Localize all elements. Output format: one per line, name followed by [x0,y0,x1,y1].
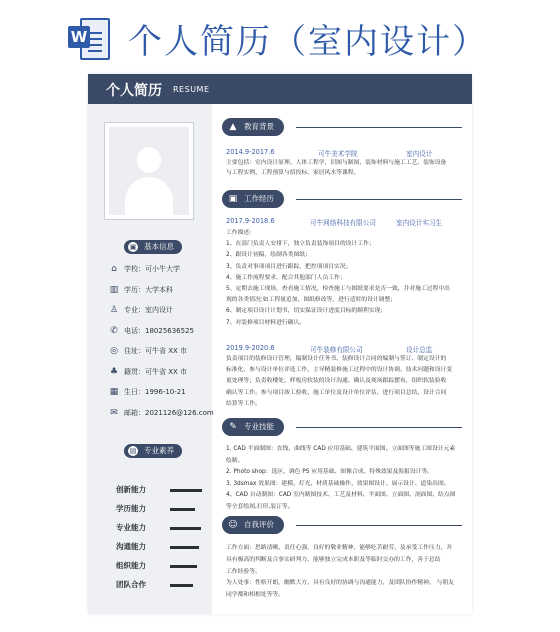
resume-subtitle: RESUME [173,85,210,94]
skill-level-bar [170,527,201,530]
skill-label: 组织能力 [116,561,146,570]
resume-title: 个人简历 [106,83,162,99]
education-major: 室内设计 [406,150,433,158]
job-date: 2019.9-2020.6 [226,344,275,352]
phone-icon: ✆ [110,325,118,336]
info-text: 生日：1996-10-21 [124,388,186,396]
job-company: 可牛装修有限公司 [310,346,363,354]
school-icon: ⌂ [111,264,117,274]
job-role: 设计总监 [406,346,433,354]
info-text: 电话：18025636525 [124,326,194,335]
info-text: 专业：室内设计 [124,306,173,314]
avatar-icon [137,147,161,173]
education-desc-line: 主要包括：室内设计原理、人体工程学、识图与制图、装饰材料与施工工艺、装饰设备 [226,160,447,166]
text-line: 2、跟设计初稿，绘制各类图纸； [226,252,311,259]
skill-label: 学历能力 [116,504,146,513]
skill-label: 专业能力 [116,523,146,532]
education-school: 可牛美术学院 [318,150,358,158]
briefcase-icon: ▣ [228,194,238,204]
info-row [108,344,187,358]
text-line: 负责项目的装修设计管理，编制设计任务书、装修设计合同的编制与签订、制定设计的 [226,356,447,362]
info-row [108,324,194,338]
email-icon: ✉ [110,407,118,418]
photo-placeholder [104,122,194,220]
text-line: 具有极高的判断及合事实研判力、能够独立完成本职及等临时交办的工作，善于总结 [226,556,441,563]
skill-row [116,541,196,553]
education-date: 2014.9-2017.6 [226,148,275,156]
info-row [108,365,187,379]
text-line: 3. 3dsmax 效果图：建模、灯光、材质基础操作、效果图设计、展示设计、道染出图。 [226,480,450,487]
info-row [108,385,186,399]
text-line: 1、在部门负责人安排下，独立负责装饰项目的设计工作； [226,241,375,248]
info-text: 住址：可牛省 XX 市 [124,347,188,355]
text-line: 现的各类情况:如工程量追加、图纸修改等，进行适时的设计调整； [226,297,397,304]
text-line: 确认等工作。参与项目竣工验收、施工单位及设计单位评估，进行项目总结、设计合同 [226,389,447,396]
hometown-icon: ♣ [109,366,119,377]
skill-row [116,484,196,496]
text-line: 2. Photo shop：选区、调色 PS 应用基础、图像合成、特殊效果及海报设计等。 [226,469,434,476]
text-line: 5、定期去施工现场，查看施工情况，检查施工与图纸要求是否一致，并对施工过程中出 [226,286,450,292]
resume-sheet: 个人简历 RESUME ▣ 基本信息 ⌂ 学校：可小牛大学 ▥ 学历：大学本科 ♙ 专业：室内设计 ✆ 电话：18025636525 ◎ 住址：可牛省 XX 市 ♣ 籍贯：可牛省 XX 市 ▦ 生日：1996-10-21 ✉ 邮箱：2021126@126.com ▤ 专业素养 创新能力 学历能力 专业能力 沟通能力 组织能力 团队合作 ▲ 教育背景 2014.9-2017.6 可牛美术学院 室内设计 主要包括：室内设计原理、人体工程学、识图与制图、装饰材料与施工工艺、装饰设备 与工程实例、工程预算与招投标、家居风水等课程。 ▣ 工作经历 2017.9-2018.6 可牛网络科技有限公司 室内设计实习生 工作描述： 1、在部门负责人安排下，独立负责装饰项目的设计工作； 2、跟设计初稿，绘制各类图纸； 3、负责对事项项目进行跟踪，把控项项目实况； 4、施工作流程要求，配合其他部门人员工作； 5、定期去施工现场，查看施工情况，检查施工与图纸要求是否一致，并对施工过程中出 现的各类情况:如工程量追加、图纸修改等，进行适时的设计调整； 6、制定项目设计计划书，切实保证设计进度目标的顺利实现； 7、对装修项目材料进行确认。 2019.9-2020.6 可牛装修有限公司 设计总监 负责项目的装修设计管理，编制设计任务书、装修设计合同的编制与签订、制定设计的 标准化，参与设计单位评选工作，主导精装修施工过程中的设计协调、技术问题和设计变 更处理等；负责收楼处、样板房软装的设计沟通、确认及现场跟踪摆布，组织软装验收 确认等工作。参与项目竣工验收、施工单位及设计单位评估，进行项目总结、设计合同 结算等工作。 ✎ 专业技能 1. CAD 平面制图：直线、曲线等 CAD 应用基础、建筑平面图、立面图等施工图设计元素 绘制。 2. Photo shop：选区、调色 PS 应用基础、图像合成、特殊效果及海报设计等。 3. 3dsmax 效果图：建模、灯光、材质基础操作、效果图设计、展示设计、道染出图。 4、CAD 自动制图：CAD 室内制图技术、工艺及材料、平面图、立面图、剖面图、结点图 等全套绘图,打印,装订等。 ☺ 自我评价 工作方面：思路清晰、责任心强，良好的敬业精神，能够吃苦耐劳，及承受工作压力，并 具有极高的判断及合事实研判力、能够独立完成本职及等临时交办的工作，善于总结 工作经验等。 为人处事：性格开朗，幽默大方，具有良好的协调与沟通能力，及团队协作精神。 与朋友 同学都和相相处等等。 [88,74,472,614]
wrench-icon: ✎ [229,422,237,432]
info-row [108,406,214,420]
text-line: 更处理等；负责收楼处、样板房软装的设计沟通、确认及现场跟踪摆布，组织软装验收 [226,378,447,385]
info-row [108,262,180,276]
location-icon: ◎ [110,346,118,356]
skill-level-bar [170,546,199,549]
skill-label: 团队合作 [116,580,146,589]
skill-row [116,503,196,515]
major-icon: ♙ [109,305,119,315]
job-company: 可牛网络科技有限公司 [310,219,376,227]
info-text: 学校：可小牛大学 [124,265,180,273]
education-desc-line: 与工程实例、工程预算与招投标、家居风水等课程。 [226,170,360,176]
text-line: 工作方面：思路清晰、责任心强，良好的敬业精神，能够吃苦耐劳，及承受工作压力，并 [226,545,453,551]
text-line: 6、制定项目设计计划书，切实保证设计进度目标的顺利实现； [226,308,387,315]
job-date: 2017.9-2018.6 [226,217,275,225]
text-line: 7、对装修项目材料进行确认。 [226,319,306,326]
resume-header [88,74,472,104]
skill-label: 沟通能力 [116,542,146,551]
job-role: 室内设计实习生 [396,219,443,227]
text-line: 标准化，参与设计单位评选工作，主导精装修施工过程中的设计协调、技术问题和设计变 [226,367,453,374]
book-icon: ▤ [129,447,137,455]
skills-quality-heading: ▤ 专业素养 [124,444,182,458]
skill-level-bar [170,489,202,492]
skill-level-bar [170,584,193,587]
text-line: 工作经验等。 [226,568,261,575]
user-icon: ☺ [228,520,238,530]
graduation-cap-icon: ▲ [229,122,237,132]
text-line: 结算等工作。 [226,400,261,407]
text-line: 工作描述： [226,230,255,236]
skill-level-bar [170,565,197,568]
word-document-icon: W [68,16,108,60]
info-text: 学历：大学本科 [124,285,173,294]
text-line: 绘制。 [226,457,244,464]
basic-info-heading: ▣ 基本信息 [124,240,182,254]
info-text: 籍贯：可牛省 XX 市 [124,367,188,376]
skill-row [116,560,196,572]
degree-icon: ▥ [109,284,119,295]
banner-title: 个人简历（室内设计） [128,22,488,62]
info-text: 邮箱：2021126@126.com [124,408,214,417]
text-line: 3、负责对事项项目进行跟踪，把控项项目实况； [226,263,352,270]
id-card-icon: ▣ [129,243,137,251]
text-line: 4、施工作流程要求，配合其他部门人员工作； [226,274,346,281]
skill-label: 创新能力 [116,485,146,494]
info-row [108,303,173,317]
banner [0,0,560,74]
text-line: 为人处事：性格开朗，幽默大方，具有良好的协调与沟通能力，及团队协作精神。 与朋友 [226,580,454,587]
text-line: 4、CAD 自动制图：CAD 室内制图技术、工艺及材料、平面图、立面图、剖面图、结点图 [226,492,456,499]
birthday-icon: ▦ [109,387,119,397]
info-row [108,283,173,297]
sidebar [88,104,212,614]
skill-row [116,522,196,534]
text-line: 同学都和相相处等等。 [226,592,284,599]
skill-level-bar [170,508,195,511]
text-line: 1. CAD 平面制图：直线、曲线等 CAD 应用基础、建筑平面图、立面图等施工图设计元素 [226,446,456,452]
text-line: 等全套绘图,打印,装订等。 [226,504,294,510]
skill-row [116,579,196,591]
